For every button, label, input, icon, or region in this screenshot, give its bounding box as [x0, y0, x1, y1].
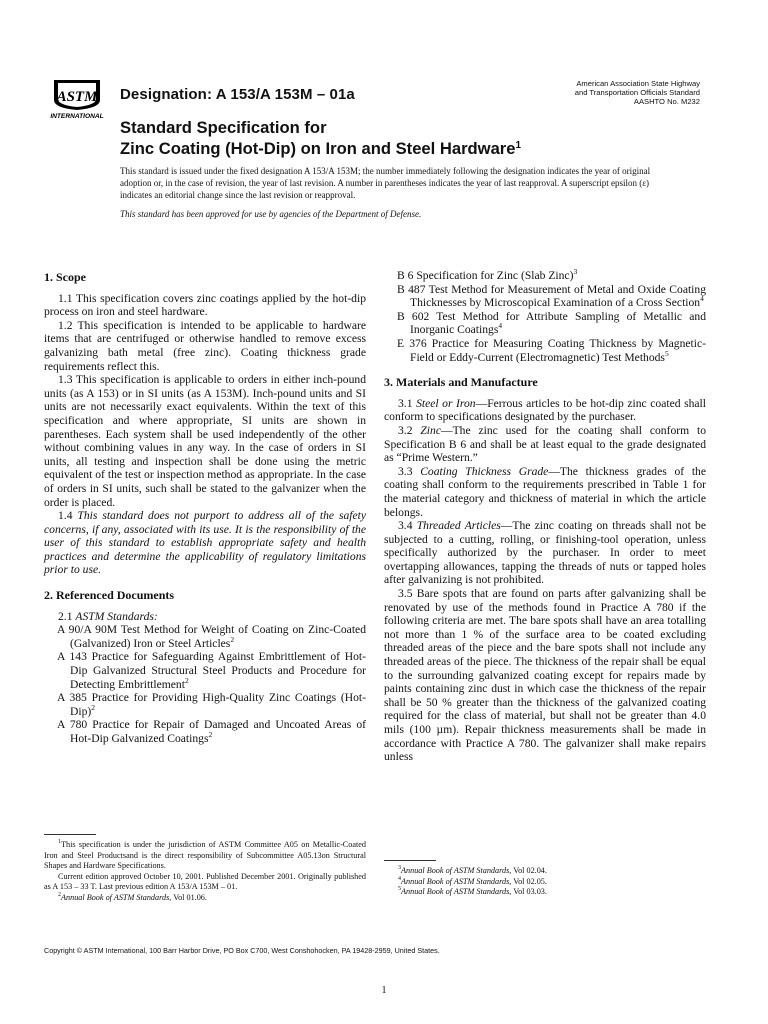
issuance-notice	[120, 166, 660, 221]
footnote-1	[44, 840, 366, 872]
section-heading-scope: 1. Scope	[44, 270, 86, 284]
footnote-3	[384, 866, 706, 877]
footnote-mark: 3	[398, 865, 401, 871]
paragraph-number: 3.2	[398, 423, 413, 437]
reference-item	[44, 691, 366, 718]
astm-logo-text: ASTM	[56, 89, 98, 105]
footnote-mark: 4	[498, 321, 503, 331]
title-line-2	[120, 138, 521, 159]
footnote-mark: 5	[664, 348, 669, 358]
paragraph-number: 3.3	[398, 464, 413, 478]
term: Threaded Articles	[416, 519, 501, 533]
footnote-mark: 2	[208, 730, 213, 739]
reference-text: A 143 Practice for Safeguarding Against Embrittlement of Hot-Dip Galvanized Structural Steel Products and Procedure for Detecting Embrittlement	[57, 650, 366, 691]
paragraph-1-3: 1.3 This specification is applicable to orders in either inch-pound units (as A 153) or in SI units (as A 153M). Inch-pound units and SI units are not necessarily exact equivalents. Within the text of this specification and where appropriate, SI units are shown in parentheses. Each system shall be used independently of the other without combining values in any way. In the case of orders in SI units, all testing and inspection shall be done using the metric equivalent of the test or inspection method as appropriate. In the case of orders in SI units, such shall be stated to the galvanizer when the order is placed.	[44, 373, 366, 509]
reference-text: A 780 Practice for Repair of Damaged and Uncoated Areas of Hot-Dip Galvanized Coatings	[57, 718, 366, 745]
paragraph-3-1	[384, 397, 706, 424]
paragraph-text: —The thickness grades of the coating shall conform to the requirements prescribed in Table 1 for the material category and thickness of material in which the article belongs.	[384, 464, 706, 519]
term: Coating Thickness Grade	[420, 464, 549, 478]
footnote-mark: 4	[700, 294, 704, 304]
footnote-2	[44, 893, 366, 904]
paragraph-text: —The zinc coating on threads shall not be subjected to a cutting, rolling, or finishing-tool operation, unless specifically authorized by the purchaser. In order to meet overtapping allowances, tapping the threads of nuts or tapped holes after galvanizing is not prohibited.	[384, 519, 707, 587]
aashto-line: AASHTO No. M232	[633, 97, 700, 107]
paragraph-number: 2.1	[58, 609, 73, 623]
footnote-volume: , Vol 03.03.	[509, 887, 547, 897]
section-heading-referenced-documents: 2. Referenced Documents	[44, 588, 175, 603]
footnote-4	[384, 877, 706, 888]
term: Steel or Iron	[416, 396, 476, 410]
reference-text: B 6 Specification for Zinc (Slab Zinc)	[397, 269, 574, 282]
title-text: Zinc Coating (Hot-Dip) on Iron and Steel Hardware	[120, 139, 516, 158]
astm-logo-icon	[44, 78, 110, 120]
astm-standards-label: ASTM Standards:	[75, 609, 158, 623]
document-title	[120, 117, 521, 159]
footnote-mark: 2	[184, 675, 189, 685]
issuance-text: This standard is issued under the fixed designation A 153/A 153M; the number immediately following the designation indicates the year of original adoption or, in the case of revision, the year of last revision. A number in parentheses indicates the year of last reapproval. A superscript epsilon (ε) indicates an editorial change since the last revision or reapproval.	[120, 166, 651, 200]
footnote-5	[384, 887, 706, 898]
footnote-text: This specification is under the jurisdiction of ASTM Committee A05 on Metallic-Coated Iron and Steel Productsand is the direct responsibility of Subcommittee A05.13on Structural Shapes and Hardware Specifications.	[44, 840, 366, 871]
copyright-notice: Copyright © ASTM International, 100 Barr Harbor Drive, PO Box C700, West Conshohocken, PA 19428-2959, United States.	[44, 946, 440, 955]
footnotes-right	[384, 866, 706, 898]
footnote-volume: , Vol 02.05.	[509, 876, 547, 886]
paragraph-1-4	[44, 509, 366, 577]
paragraph-1-1: 1.1 This specification covers zinc coatings applied by the hot-dip process on iron and steel hardware.	[44, 291, 366, 319]
right-column	[384, 269, 706, 764]
reference-item	[44, 718, 366, 745]
footnote-title: Annual Book of ASTM Standards	[401, 876, 510, 886]
paragraph-3-3	[384, 465, 706, 519]
footnote-mark: 2	[58, 891, 61, 898]
footnote-mark: 4	[398, 875, 401, 882]
reference-item	[384, 310, 706, 337]
designation: Designation: A 153/A 153M – 01a	[120, 86, 355, 103]
dod-approval-note: This standard has been approved for use by agencies of the Department of Defense.	[120, 209, 422, 220]
astm-logo-subtext: INTERNATIONAL	[50, 113, 104, 120]
aashto-note	[470, 79, 700, 107]
reference-item	[44, 650, 366, 691]
paragraph-text: —Ferrous articles to be hot-dip zinc coated shall conform to specifications designated by the purchaser.	[384, 396, 706, 424]
aashto-line: and Transportation Officials Standard	[574, 88, 700, 98]
footnote-title: Annual Book of ASTM Standards	[401, 866, 510, 875]
paragraph-3-2	[384, 424, 706, 465]
footnote-volume: , Vol 01.06.	[169, 892, 207, 902]
footnotes-left	[44, 840, 366, 904]
reference-item	[384, 283, 706, 310]
reference-item	[384, 337, 706, 364]
footnote-divider	[44, 834, 96, 835]
reference-text: A 90/A 90M Test Method for Weight of Coating on Zinc-Coated (Galvanized) Iron or Steel Articles	[57, 623, 366, 650]
footnote-title: Annual Book of ASTM Standards	[61, 892, 170, 902]
footnote-divider	[384, 860, 436, 861]
left-column	[44, 271, 366, 746]
reference-text: B 487 Test Method for Measurement of Metal and Oxide Coating Thicknesses by Microscopical Examination of a Cross Section	[397, 282, 706, 310]
footnote-title: Annual Book of ASTM Standards	[401, 887, 510, 897]
paragraph-number: 3.1	[398, 396, 413, 410]
footnote-mark: 1	[515, 140, 522, 151]
section-heading-materials: 3. Materials and Manufacture	[384, 375, 538, 390]
reference-item	[384, 269, 706, 283]
paragraph-3-5: 3.5 Bare spots that are found on parts after galvanizing shall be renovated by use of the methods found in Practice A 780 if the following criteria are met. The bare spots shall have an area totalling not more than 1 % of the surface area to be coated excluding threaded areas of the piece and the bare spots shall not include any threaded areas of the piece. The thickness of the repair shall be equal to the surrounding galvanized coating except for repairs made by paints containing zinc dust in which case the thickness of the repair shall be 50 % greater than the thickness of the galvanized coating required for the class of material, but shall not be greater than 4.0 mils (100 µm). Repair thickness measurements shall be made in accordance with Practice A 780. The galvanizer shall make repairs unless	[384, 587, 706, 764]
title-line-1: Standard Specification for	[120, 118, 327, 137]
safety-caveat: This standard does not purport to address all of the safety concerns, if any, associated with its use. It is the responsibility of the user of this standard to establish appropriate safety and health practices and determine the applicability of regulatory limitations prior to use.	[44, 509, 366, 577]
paragraph-2-1	[44, 610, 366, 624]
aashto-line: American Association State Highway	[576, 79, 700, 88]
paragraph-number: 3.4	[398, 519, 413, 533]
paragraph-3-4	[384, 519, 706, 587]
footnote-mark: 2	[230, 634, 235, 644]
footnote-mark: 2	[91, 702, 96, 712]
reference-text: A 385 Practice for Providing High-Quality Zinc Coatings (Hot-Dip)	[57, 691, 366, 718]
edition-note: Current edition approved October 10, 2001. Published December 2001. Originally published as A 153 – 33 T. Last previous edition A 153/A 153M – 01.	[44, 871, 366, 892]
page-number: 1	[381, 985, 387, 996]
astm-logo	[44, 78, 110, 120]
footnote-mark: 3	[573, 267, 578, 276]
reference-item	[44, 623, 366, 650]
footnote-mark: 5	[398, 886, 401, 893]
reference-text: B 602 Test Method for Attribute Sampling of Metallic and Inorganic Coatings	[397, 309, 706, 337]
paragraph-1-2: 1.2 This specification is intended to be applicable to hardware items that are centrifuged or otherwise handled to remove excess galvanizing bath metal (free zinc). Coating thickness grade requirements reflect this.	[44, 318, 366, 373]
paragraph-text: —The zinc used for the coating shall conform to Specification B 6 and shall be at least equal to the grade designated as “Prime Western.”	[384, 423, 706, 465]
paragraph-number: 1.4	[58, 509, 73, 523]
term: Zinc	[420, 423, 441, 437]
footnote-mark: 1	[58, 839, 61, 845]
footnote-volume: , Vol 02.04.	[509, 866, 547, 875]
reference-text: E 376 Practice for Measuring Coating Thickness by Magnetic-Field or Eddy-Current (Electromagnetic) Test Methods	[397, 336, 706, 364]
